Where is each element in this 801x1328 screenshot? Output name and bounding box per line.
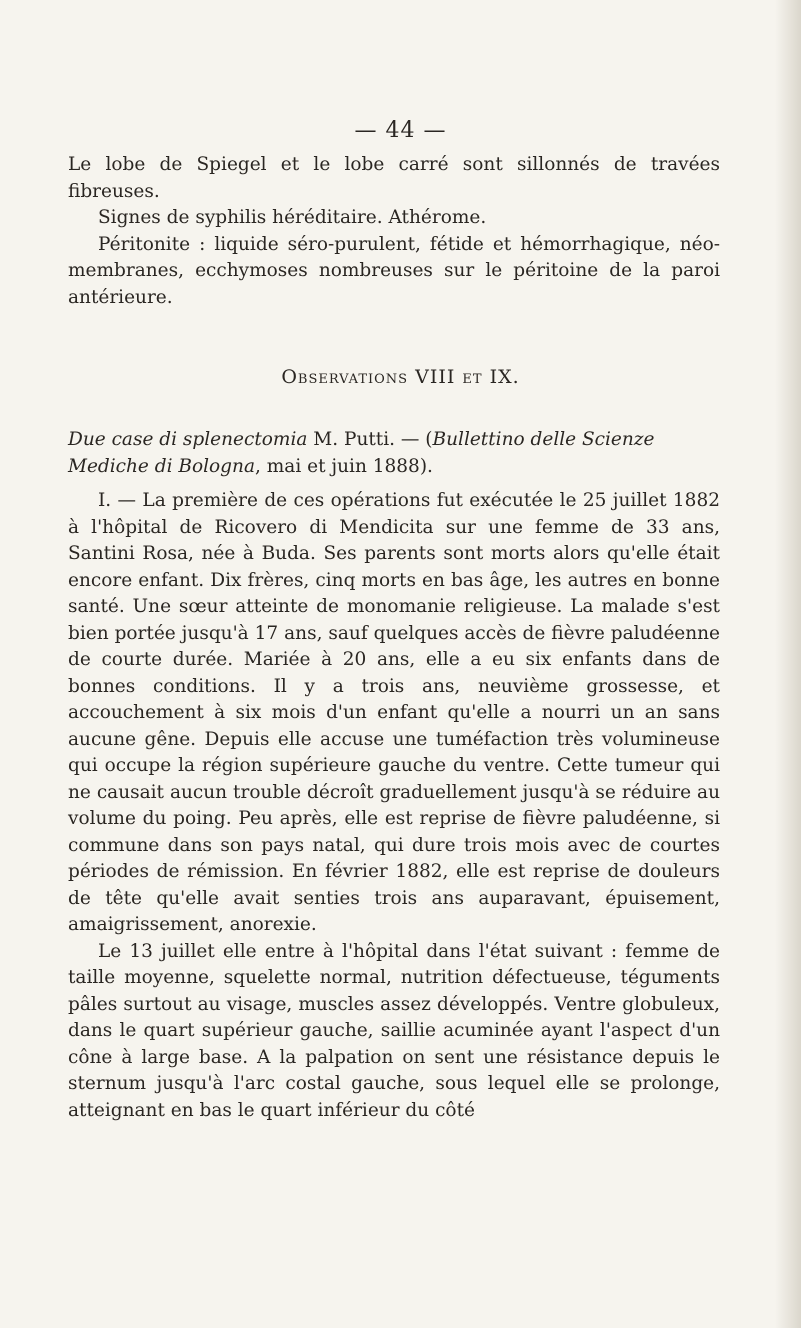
citation-title: Due case di splenectomia xyxy=(68,429,308,450)
intro-paragraph-signes: Signes de syphilis héréditaire. Athérome. xyxy=(98,207,487,228)
citation-journal: Bullettino delle Scienze Mediche di Bologna xyxy=(68,429,655,477)
page-edge-shadow xyxy=(775,0,801,1328)
intro-paragraph-lobe: Le lobe de Spiegel et le lobe carré sont sillonnés de travées fibreuses. xyxy=(68,154,720,202)
intro-paragraph-peritonite: Péritonite : liquide séro-purulent, fétide et hémorrhagique, néo-membranes, ecchymoses nombreuses sur le péritoine de la paroi antérieure. xyxy=(68,233,720,308)
intro-section xyxy=(68,152,720,311)
citation xyxy=(68,427,720,480)
case-paragraph-history: I. — La première de ces opérations fut exécutée le 25 juillet 1882 à l'hôpital de Ricovero di Mendicita sur une femme de 33 ans, Santini Rosa, née à Buda. Ses parents sont morts alors qu'elle était encore enfant. Dix frères, cinq morts en bas âge, les autres en bonne santé. Une sœur atteinte de monomanie religieuse. La malade s'est bien portée jusqu'à 17 ans, sauf quelques accès de fièvre paludéenne de courte durée. Mariée à 20 ans, elle a eu six enfants dans de bonnes conditions. Il y a trois ans, neuvième grossesse, et accouchement à six mois d'un enfant qu'elle a nourri un an sans aucune gêne. Depuis elle accuse une tuméfaction très volumineuse qui occupe la région supérieure gauche du ventre. Cette tumeur qui ne causait aucun trouble décroît graduellement jusqu'à se réduire au volume du poing. Peu après, elle est reprise de fièvre paludéenne, si commune dans son pays natal, qui dure trois mois avec de courtes périodes de rémission. En février 1882, elle est reprise de douleurs de tête qu'elle avait senties trois ans auparavant, épuisement, amaigrissement, anorexie. xyxy=(68,490,720,935)
case-section xyxy=(68,488,720,1124)
case-paragraph-admission: Le 13 juillet elle entre à l'hôpital dans l'état suivant : femme de taille moyenne, squelette normal, nutrition défectueuse, téguments pâles surtout au visage, muscles assez développés. Ventre globuleux, dans le quart supérieur gauche, saillie acuminée ayant l'aspect d'un cône à large base. A la palpation on sent une résistance depuis le sternum jusqu'à l'arc costal gauche, sous lequel elle se prolonge, atteignant en bas le quart inférieur du côté xyxy=(68,940,720,1121)
page-number: — 44 — xyxy=(354,118,447,143)
section-heading: Observations VIII et IX. xyxy=(281,366,520,388)
citation-author: M. Putti. — ( xyxy=(307,429,433,450)
citation-date: , mai et juin 1888). xyxy=(254,455,433,477)
